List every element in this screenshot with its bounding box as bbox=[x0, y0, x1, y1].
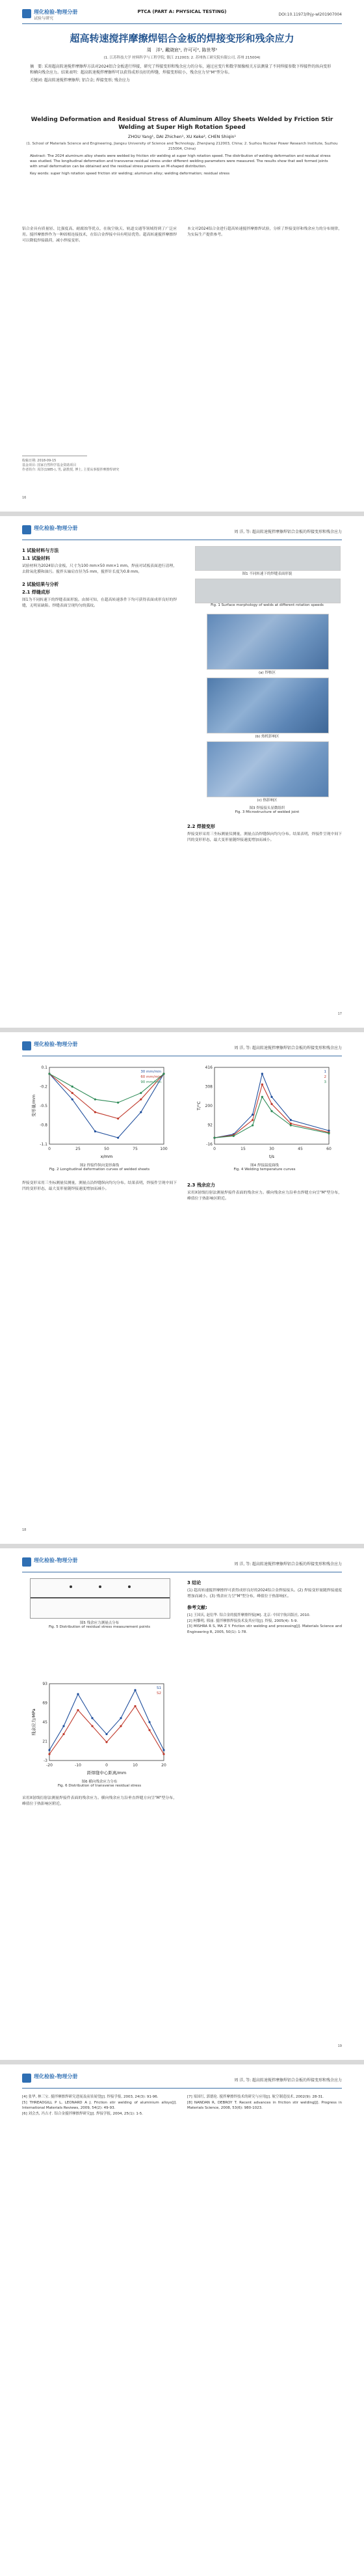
journal-name-en: PTCA (PART A: PHYSICAL TESTING) bbox=[137, 9, 227, 14]
figure-caption-en: Fig. 3 Microstructure of welded joint bbox=[235, 810, 300, 814]
body-text: 采用X射线衍射法测量焊接件表面的残余应力。横向残余应力沿垂直焊缝方向呈"M"型分布，峰值位于热影响区附近。 bbox=[187, 1191, 342, 1201]
page-4 bbox=[0, 1548, 364, 2060]
page-1 bbox=[0, 0, 364, 512]
section-heading: 3 结论 bbox=[187, 1580, 202, 1585]
reference-item: [7] 栾国红, 郭德伦. 搅拌摩擦焊技术的研究与应用[J]. 航空制造技术, 2002(9): 28-31. bbox=[187, 2095, 324, 2099]
body-text: 焊接变形采用三坐标测量仪测量，测量点沿焊缝纵向均匀分布。结果表明，焊接件呈现中间下凹的变形形态，最大变形量随焊接速度增加而减小。 bbox=[187, 832, 342, 842]
y-tick-label: 200 bbox=[205, 1104, 213, 1108]
section-heading: 2 试验结果与分析 bbox=[22, 582, 59, 587]
figure-caption: 图5 残余应力测量点分布 bbox=[79, 1621, 120, 1625]
measurement-point bbox=[70, 1585, 72, 1588]
keywords-en: Key words: super high rotation speed friction stir welding; aluminum alloy; welding deformation; residual stress bbox=[30, 172, 230, 176]
data-point bbox=[77, 1693, 79, 1695]
figure-caption: 图3 焊接接头显微组织 bbox=[249, 806, 285, 810]
data-point bbox=[162, 1753, 164, 1755]
intro-text-1: 铝合金具有质量轻、比强度高、耐腐蚀等优点，在航空航天、轨道交通等领域得到了广泛应用。搅拌摩擦焊作为一种固相连接技术，在铝合金焊接中具有明显优势。超高转速搅拌摩擦焊可以降低焊接载荷，减小焊接变形。 bbox=[22, 227, 177, 243]
data-point bbox=[117, 1137, 119, 1139]
data-point bbox=[252, 1119, 254, 1121]
legend-entry: 2 bbox=[324, 1075, 326, 1079]
data-point bbox=[48, 1073, 50, 1075]
page-number: 17 bbox=[337, 1012, 342, 1016]
keywords-cn: 关键词: 超高转速搅拌摩擦焊; 铝合金; 焊接变形; 残余应力 bbox=[30, 78, 130, 83]
legend-entry: S2 bbox=[157, 1692, 161, 1695]
figure-caption-en: Fig. 6 Distribution of transverse residual stress bbox=[57, 1784, 142, 1788]
y-tick-label: -16 bbox=[206, 1142, 213, 1147]
y-axis-label: 变形量/mm bbox=[31, 1094, 36, 1117]
y-tick-label: -0.8 bbox=[40, 1123, 47, 1128]
y-tick-label: 45 bbox=[42, 1720, 47, 1725]
reference-item: [2] 柯黎明, 邢丽. 搅拌摩擦焊接技术及其应用[J]. 焊接, 2005(4): 5-9. bbox=[187, 1619, 298, 1623]
data-point bbox=[48, 1753, 50, 1755]
y-tick-label: -3 bbox=[44, 1759, 47, 1763]
references-col-left bbox=[22, 2094, 177, 2117]
data-point bbox=[134, 1689, 136, 1691]
data-point bbox=[290, 1124, 292, 1126]
body-text: 试验材料为2024铝合金板，尺寸为100 mm×50 mm×1 mm。焊前对试板表面进行清理，去除氧化膜和油污。搅拌头轴肩直径为5 mm，搅拌针长度为0.8 mm。 bbox=[22, 564, 177, 574]
x-axis-label: x/mm bbox=[100, 1154, 113, 1159]
col-left bbox=[22, 1796, 177, 1807]
figure-caption-en: Fig. 2 Longitudinal deformation curves of welded sheets bbox=[49, 1168, 150, 1172]
subsection-heading: 1.1 试验材料 bbox=[22, 556, 50, 561]
body-text: 焊接变形采用三坐标测量仪测量，测量点沿焊缝纵向均匀分布。结果表明，焊接件呈现中间下凹的变形形态，最大变形量随焊接速度增加而减小。 bbox=[22, 1181, 177, 1191]
y-tick-label: 0.1 bbox=[41, 1065, 47, 1070]
measurement-point bbox=[128, 1585, 131, 1588]
col-right bbox=[187, 1578, 342, 1635]
data-point bbox=[148, 1721, 150, 1723]
x-tick-label: 15 bbox=[240, 1147, 246, 1151]
plot-frame bbox=[214, 1067, 329, 1144]
x-tick-label: 30 bbox=[269, 1147, 274, 1151]
running-title: 周 洋, 等: 超高转速搅拌摩擦焊铝合金板的焊接变形和残余应力 bbox=[234, 1046, 342, 1050]
micrograph-label: (a) 焊核区 bbox=[259, 671, 276, 675]
subsection-heading: 2.1 焊缝成形 bbox=[22, 590, 50, 595]
weld-photo-2 bbox=[195, 579, 341, 603]
legend-entry: 3 bbox=[324, 1080, 326, 1084]
x-tick-label: 60 bbox=[326, 1147, 332, 1151]
deformation-chart-svg bbox=[30, 1062, 169, 1160]
data-point bbox=[162, 1073, 164, 1075]
journal-logo-text: 理化检验-物理分册 bbox=[34, 1557, 78, 1563]
received-date: 收稿日期: 2018-09-15 bbox=[22, 459, 57, 463]
reference-item: [1] 王国庆, 赵衍华. 铝合金的搅拌摩擦焊接[M]. 北京: 中国宇航出版社, 2010. bbox=[187, 1613, 311, 1617]
y-tick-label: 69 bbox=[42, 1701, 47, 1706]
x-tick-label: 75 bbox=[133, 1147, 138, 1151]
col-right bbox=[187, 1181, 342, 1202]
y-axis-label: T/°C bbox=[196, 1101, 202, 1110]
data-point bbox=[252, 1124, 254, 1126]
data-point bbox=[72, 1092, 73, 1094]
legend-entry: 1 bbox=[324, 1070, 326, 1074]
journal-logo-icon bbox=[22, 525, 31, 534]
data-point bbox=[328, 1130, 330, 1132]
page-separator bbox=[0, 2060, 364, 2064]
data-point bbox=[72, 1099, 73, 1101]
plot-frame bbox=[49, 1684, 164, 1761]
figure-caption: 图1 不同转速下的焊缝表面形貌 bbox=[242, 572, 292, 576]
y-tick-label: 416 bbox=[205, 1065, 213, 1070]
figure-caption: 图6 横向残余应力分布 bbox=[81, 1780, 118, 1784]
y-axis-label: 残余应力/MPa bbox=[31, 1708, 36, 1736]
footnote bbox=[22, 459, 178, 473]
page-header bbox=[22, 2072, 342, 2089]
x-tick-label: 0 bbox=[213, 1147, 216, 1151]
col-left bbox=[22, 1181, 177, 1192]
micrograph-label: (b) 热机影响区 bbox=[255, 735, 280, 739]
body-text: 图1为不同转速下的焊缝表面形貌。由图可知，在超高转速条件下均可获得表面成形良好的焊缝，无明显缺陷。焊缝表面呈现均匀的弧纹。 bbox=[22, 598, 177, 608]
micrograph-b bbox=[207, 678, 329, 733]
doi: DOI:10.11973/lhjy-wl201907004 bbox=[278, 12, 342, 17]
data-point bbox=[261, 1073, 263, 1075]
data-point bbox=[117, 1101, 119, 1103]
page-header bbox=[22, 524, 342, 540]
data-point bbox=[120, 1717, 122, 1719]
data-point bbox=[105, 1741, 107, 1743]
x-tick-label: 0 bbox=[48, 1147, 51, 1151]
legend-entry: 90 mm/min bbox=[140, 1080, 161, 1084]
data-point bbox=[148, 1729, 150, 1731]
page-number: 19 bbox=[337, 2044, 342, 2048]
running-title: 周 洋, 等: 超高转速搅拌摩擦焊铝合金板的焊接变形和残余应力 bbox=[234, 2078, 342, 2083]
reference-item: [4] 张华, 林三宝. 搅拌摩擦焊研究进展及前景展望[J]. 焊接学报, 2003, 24(3): 91-96. bbox=[22, 2095, 159, 2099]
data-point bbox=[72, 1086, 73, 1088]
conclusion-text: (1) 超高转速搅拌摩擦焊可获得成形良好的2024铝合金焊接接头。(2) 焊接变形量随焊接速度增加而减小。(3) 残余应力呈"M"型分布，峰值位于热影响区。 bbox=[187, 1589, 342, 1598]
legend-entry: 30 mm/min bbox=[140, 1070, 161, 1074]
data-point bbox=[94, 1099, 96, 1101]
page-number: 18 bbox=[22, 1528, 27, 1532]
data-point bbox=[94, 1111, 96, 1113]
x-tick-label: 0 bbox=[105, 1763, 108, 1768]
authors-cn: 周 洋¹, 戴晓宸¹, 许可可², 陈世琴¹ bbox=[146, 48, 218, 53]
abstract-cn bbox=[30, 64, 334, 83]
section-heading: 1 试验材料与方法 bbox=[22, 548, 59, 553]
x-tick-label: 45 bbox=[298, 1147, 303, 1151]
abstract-en bbox=[30, 154, 334, 176]
journal-logo-text: 理化检验-物理分册 bbox=[34, 1041, 78, 1047]
page-header bbox=[22, 8, 342, 24]
journal-logo-text: 理化检验-物理分册 bbox=[34, 9, 78, 15]
abstract-cn-text: 摘 要: 采用超高转速搅拌摩擦焊方法对2024铝合金板进行焊接，研究了焊接变形和残余应力的分布，通过应变片和数字图像相关方法测量了不同焊接参数下焊接件的纵向变形和横向残余应力。结果表明：超高转速搅拌摩擦焊可以获得成形良好的焊缝，焊接变形较小，残余应力呈"M"型分布。 bbox=[30, 64, 332, 75]
page-header bbox=[22, 1040, 342, 1056]
data-point bbox=[290, 1119, 292, 1121]
data-point bbox=[62, 1725, 64, 1727]
y-tick-label: -1.1 bbox=[40, 1142, 47, 1147]
paper-title-en: Welding Deformation and Residual Stress of Aluminum Alloy Sheets Welded by Friction Stir Welding at Super High Rotation Speed bbox=[31, 116, 333, 131]
data-point bbox=[261, 1084, 263, 1086]
data-point bbox=[270, 1096, 272, 1098]
x-tick-label: -20 bbox=[46, 1763, 53, 1768]
reference-item: [5] THREADGILL P L, LEONARD A J. Friction stir welding of aluminium alloys[J]. International Materials Reviews, 2009, 54(2): 49-93. bbox=[22, 2100, 177, 2110]
data-point bbox=[252, 1114, 254, 1116]
subsection-heading: 2.2 焊接变形 bbox=[187, 824, 215, 829]
figure-caption-en: Fig. 5 Distribution of residual stress measurement points bbox=[49, 1625, 150, 1629]
journal-short: 试验与研究 bbox=[34, 16, 54, 21]
data-point bbox=[117, 1117, 119, 1119]
data-point bbox=[140, 1092, 142, 1094]
data-point bbox=[48, 1749, 50, 1751]
page-header bbox=[22, 1556, 342, 1572]
references-col-right bbox=[187, 2094, 342, 2111]
journal-logo-icon bbox=[22, 2074, 31, 2083]
journal-logo-text: 理化检验-物理分册 bbox=[34, 525, 78, 531]
intro-col-1 bbox=[22, 226, 177, 244]
paper-title-cn: 超高转速搅拌摩擦焊铝合金板的焊接变形和残余应力 bbox=[70, 33, 294, 44]
reference-item: [8] NANDAN R, DEBROY T. Recent advances in friction stir welding[J]. Progress in Materials Science, 2008, 53(6): 980-1023. bbox=[187, 2100, 342, 2110]
data-point bbox=[91, 1717, 93, 1719]
y-tick-label: 92 bbox=[207, 1123, 213, 1128]
page-number: 16 bbox=[22, 496, 27, 500]
x-tick-label: -10 bbox=[75, 1763, 81, 1768]
authors-en: ZHOU Yang¹, DAI Zhichen¹, XU Keke², CHEN Shiqin¹ bbox=[127, 134, 237, 139]
x-axis-label: t/s bbox=[268, 1154, 275, 1159]
journal-logo-text: 理化检验-物理分册 bbox=[34, 2074, 78, 2079]
data-point bbox=[213, 1137, 215, 1139]
data-point bbox=[77, 1709, 79, 1711]
data-point bbox=[270, 1110, 272, 1112]
page-5 bbox=[0, 2064, 364, 2576]
data-point bbox=[261, 1096, 263, 1098]
measurement-schematic bbox=[30, 1578, 170, 1619]
reference-item: [6] 刘会杰, 冯吉才. 铝合金搅拌摩擦焊研究[J]. 焊接学报, 2004, 25(1): 1-5. bbox=[22, 2111, 144, 2116]
data-point bbox=[328, 1132, 330, 1134]
col-right bbox=[187, 822, 342, 843]
author-info: 作者简介: 周洋(1985-), 男, 副教授, 博士, 主要从事搅拌摩擦焊研究 bbox=[22, 468, 120, 472]
figure-caption: 图4 焊接温度曲线 bbox=[250, 1164, 279, 1168]
affiliation-cn: (1. 江苏科技大学 材料科学与工程学院, 镇江 212003; 2. 苏州热工研究院有限公司, 苏州 215004) bbox=[103, 56, 261, 60]
col-left bbox=[22, 546, 177, 609]
data-point bbox=[62, 1733, 64, 1735]
residual-stress-chart-svg bbox=[30, 1679, 169, 1776]
y-tick-label: -0.2 bbox=[40, 1084, 47, 1089]
series-line bbox=[49, 1706, 164, 1754]
y-tick-label: 308 bbox=[205, 1084, 213, 1089]
subsection-heading: 2.3 残余应力 bbox=[187, 1183, 215, 1188]
figure-caption: 图2 焊接件纵向变形曲线 bbox=[79, 1164, 120, 1168]
temperature-chart-svg bbox=[195, 1062, 334, 1160]
intro-col-2 bbox=[187, 226, 342, 238]
data-point bbox=[120, 1725, 122, 1727]
page-separator bbox=[0, 512, 364, 516]
data-point bbox=[91, 1725, 93, 1727]
y-tick-label: 93 bbox=[42, 1682, 47, 1686]
affiliation-en: (1. School of Materials Science and Engineering, Jiangsu University of Science and Technology, Zhenjiang 212003, China; 2. Suzhou Nuclear Power Research Institute, Suzhou 215004, China) bbox=[26, 142, 338, 151]
data-point bbox=[105, 1733, 107, 1735]
measurement-point bbox=[99, 1585, 101, 1588]
data-point bbox=[270, 1103, 272, 1105]
figure-caption-en: Fig. 4 Welding temperature curves bbox=[233, 1168, 296, 1172]
y-tick-label: -0.5 bbox=[40, 1104, 47, 1108]
body-text: 采用X射线衍射法测量焊接件表面的残余应力。横向残余应力沿垂直焊缝方向呈"M"型分布，峰值位于热影响区附近。 bbox=[22, 1796, 177, 1806]
figure-caption-en: Fig. 1 Surface morphology of welds at different rotation speeds bbox=[211, 603, 324, 607]
page-3 bbox=[0, 1032, 364, 1544]
running-title: 周 洋, 等: 超高转速搅拌摩擦焊铝合金板的焊接变形和残余应力 bbox=[234, 530, 342, 534]
data-point bbox=[162, 1749, 164, 1751]
data-point bbox=[290, 1123, 292, 1125]
x-axis-label: 距焊缝中心距离/mm bbox=[86, 1770, 127, 1775]
weld-line bbox=[31, 1597, 170, 1598]
x-tick-label: 20 bbox=[161, 1763, 166, 1768]
weld-photo-1 bbox=[195, 546, 341, 571]
micrograph-c bbox=[207, 741, 329, 797]
micrograph-label: (c) 热影响区 bbox=[257, 799, 278, 802]
x-tick-label: 50 bbox=[104, 1147, 109, 1151]
intro-text-2: 本文对2024铝合金进行超高转速搅拌摩擦焊试验，分析了焊接变形和残余应力的分布规律，为实际生产提供参考。 bbox=[187, 227, 342, 237]
journal-logo-icon bbox=[22, 1557, 31, 1567]
page-2 bbox=[0, 516, 364, 1028]
running-title: 周 洋, 等: 超高转速搅拌摩擦焊铝合金板的焊接变形和残余应力 bbox=[234, 1562, 342, 1567]
x-tick-label: 10 bbox=[133, 1763, 138, 1768]
page-separator bbox=[0, 1544, 364, 1548]
data-point bbox=[140, 1099, 142, 1101]
deformation-chart bbox=[30, 1062, 169, 1160]
temperature-chart bbox=[195, 1062, 334, 1160]
abstract-en-text: Abstract: The 2024 aluminum alloy sheets were welded by friction stir welding at super high rotation speed. The distribution of welding deformation and residual stress was studied. The longitudinal deformation and transverse residual stress under different welding parameters were measured. The results show that well formed joints with small deformation can be obtained and the residual stress presents an M-shaped distribution. bbox=[30, 154, 331, 169]
journal-logo-icon bbox=[22, 1041, 31, 1050]
legend-entry: 60 mm/min bbox=[140, 1075, 161, 1079]
data-point bbox=[134, 1705, 136, 1707]
data-point bbox=[140, 1111, 142, 1113]
references-heading: 参考文献: bbox=[187, 1605, 207, 1610]
page-separator bbox=[0, 1028, 364, 1032]
data-point bbox=[233, 1135, 235, 1137]
legend-entry: S1 bbox=[157, 1686, 161, 1690]
micrograph-a bbox=[207, 614, 329, 670]
x-tick-label: 100 bbox=[160, 1147, 168, 1151]
y-tick-label: 21 bbox=[42, 1739, 47, 1744]
fund-info: 基金项目: 国家自然科学基金资助项目 bbox=[22, 463, 77, 467]
x-tick-label: 25 bbox=[75, 1147, 81, 1151]
residual-stress-chart bbox=[30, 1679, 169, 1776]
data-point bbox=[94, 1130, 96, 1132]
reference-item: [3] MISHRA R S, MA Z Y. Friction stir welding and processing[J]. Materials Science and Engineering R, 2005, 50(1): 1-78. bbox=[187, 1624, 342, 1634]
